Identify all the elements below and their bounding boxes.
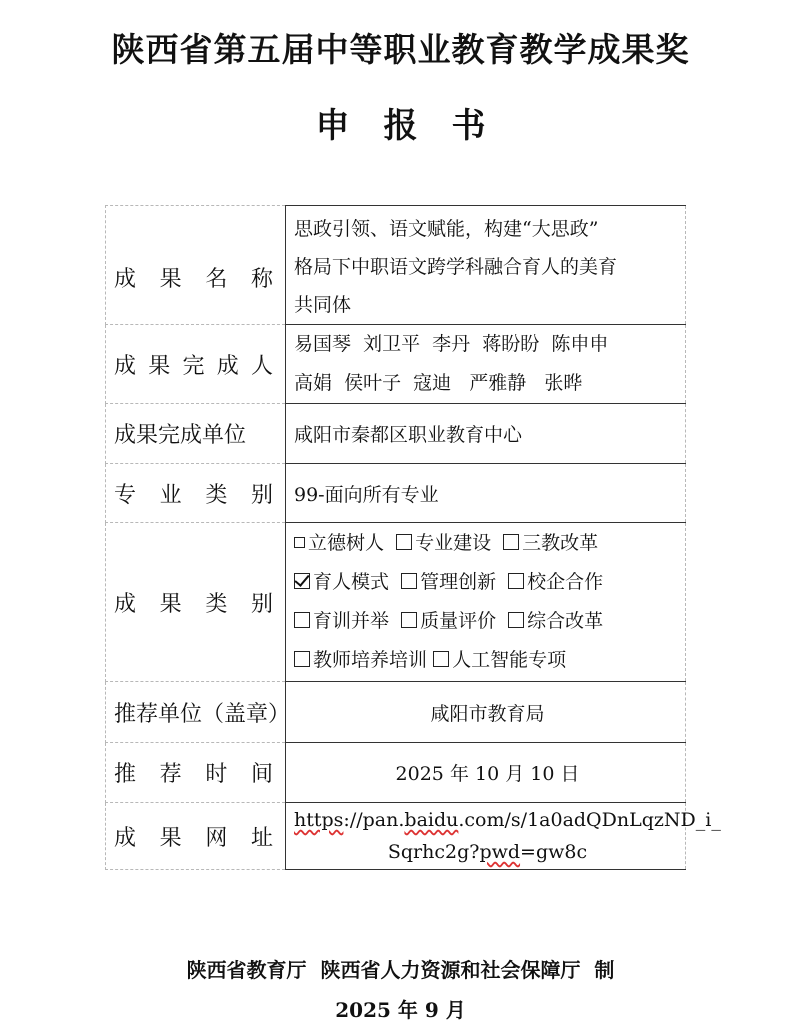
label-recommender: 推荐单位（盖章） <box>106 682 286 743</box>
label-category: 成 果 类 别 <box>106 523 286 682</box>
value-category-options <box>286 523 686 682</box>
checkbox-icon[interactable] <box>396 534 412 550</box>
checkbox-icon[interactable] <box>433 651 449 667</box>
checkbox-icon[interactable] <box>294 537 305 548</box>
footer-issuer: 陕西省教育厅 陕西省人力资源和社会保障厅 制 <box>186 958 615 982</box>
row-recommend-time <box>106 743 686 803</box>
completers-line: 高娟 侯叶子 寇迪 严雅静 张晔 <box>294 372 583 394</box>
value-url[interactable] <box>286 803 721 870</box>
checkbox-icon[interactable] <box>294 612 310 628</box>
row-completers <box>106 325 686 404</box>
category-option[interactable]: 立德树人 <box>294 524 384 563</box>
checkbox-icon[interactable] <box>401 612 417 628</box>
checkbox-icon[interactable] <box>503 534 519 550</box>
name-line: 共同体 <box>294 294 352 316</box>
category-option[interactable]: 育训并举 <box>294 602 389 641</box>
category-option[interactable]: 校企合作 <box>508 563 603 602</box>
category-option[interactable]: 质量评价 <box>401 602 496 641</box>
row-achievement-name <box>106 206 686 325</box>
category-option[interactable]: 综合改革 <box>508 602 603 641</box>
value-recommender[interactable]: 咸阳市教育局 <box>286 682 686 743</box>
checkbox-checked-icon[interactable] <box>294 573 310 589</box>
value-completers[interactable] <box>286 325 686 404</box>
category-option[interactable]: 三教改革 <box>503 524 598 563</box>
checkbox-icon[interactable] <box>508 573 524 589</box>
checkbox-icon[interactable] <box>294 651 310 667</box>
url-line-1[interactable]: https://pan.baidu.com/s/1a0adQDnLqzND_i_ <box>294 809 721 831</box>
category-option[interactable]: 人工智能专项 <box>433 641 566 680</box>
category-option[interactable]: 管理创新 <box>401 563 496 602</box>
row-recommender <box>106 682 686 743</box>
label-unit: 成果完成单位 <box>106 404 286 464</box>
value-achievement-name[interactable] <box>286 206 686 325</box>
name-line: 思政引领、语文赋能，构建“大思政” <box>294 218 599 240</box>
row-category <box>106 523 686 682</box>
url-line-2[interactable]: Sqrhc2g?pwd=gw8c <box>387 841 588 863</box>
label-recommend-time: 推 荐 时 间 <box>106 743 286 803</box>
value-major[interactable]: 99-面向所有专业 <box>286 464 686 523</box>
row-unit <box>106 404 686 464</box>
category-option[interactable]: 育人模式 <box>294 563 389 602</box>
application-form-table <box>105 205 721 870</box>
value-unit[interactable]: 咸阳市秦都区职业教育中心 <box>286 404 686 464</box>
category-option[interactable]: 专业建设 <box>396 524 491 563</box>
label-achievement-name: 成 果 名 称 <box>106 206 286 325</box>
checkbox-icon[interactable] <box>401 573 417 589</box>
value-recommend-time[interactable]: 2025 年 10 月 10 日 <box>286 743 686 803</box>
document-subtitle: 申报书 <box>315 106 520 146</box>
label-completers: 成 果 完 成 人 <box>106 325 286 404</box>
row-url <box>106 803 686 870</box>
completers-line: 易国琴 刘卫平 李丹 蒋盼盼 陈申申 <box>294 333 609 355</box>
checkbox-icon[interactable] <box>508 612 524 628</box>
label-major: 专 业 类 别 <box>106 464 286 523</box>
category-option[interactable]: 教师培养培训 <box>294 641 427 680</box>
footer-date: 2025 年 9 月 <box>335 998 466 1022</box>
row-major <box>106 464 686 523</box>
name-line: 格局下中职语文跨学科融合育人的美育 <box>294 256 618 278</box>
document-title: 陕西省第五届中等职业教育教学成果奖 <box>111 30 690 69</box>
label-url: 成 果 网 址 <box>106 803 286 870</box>
